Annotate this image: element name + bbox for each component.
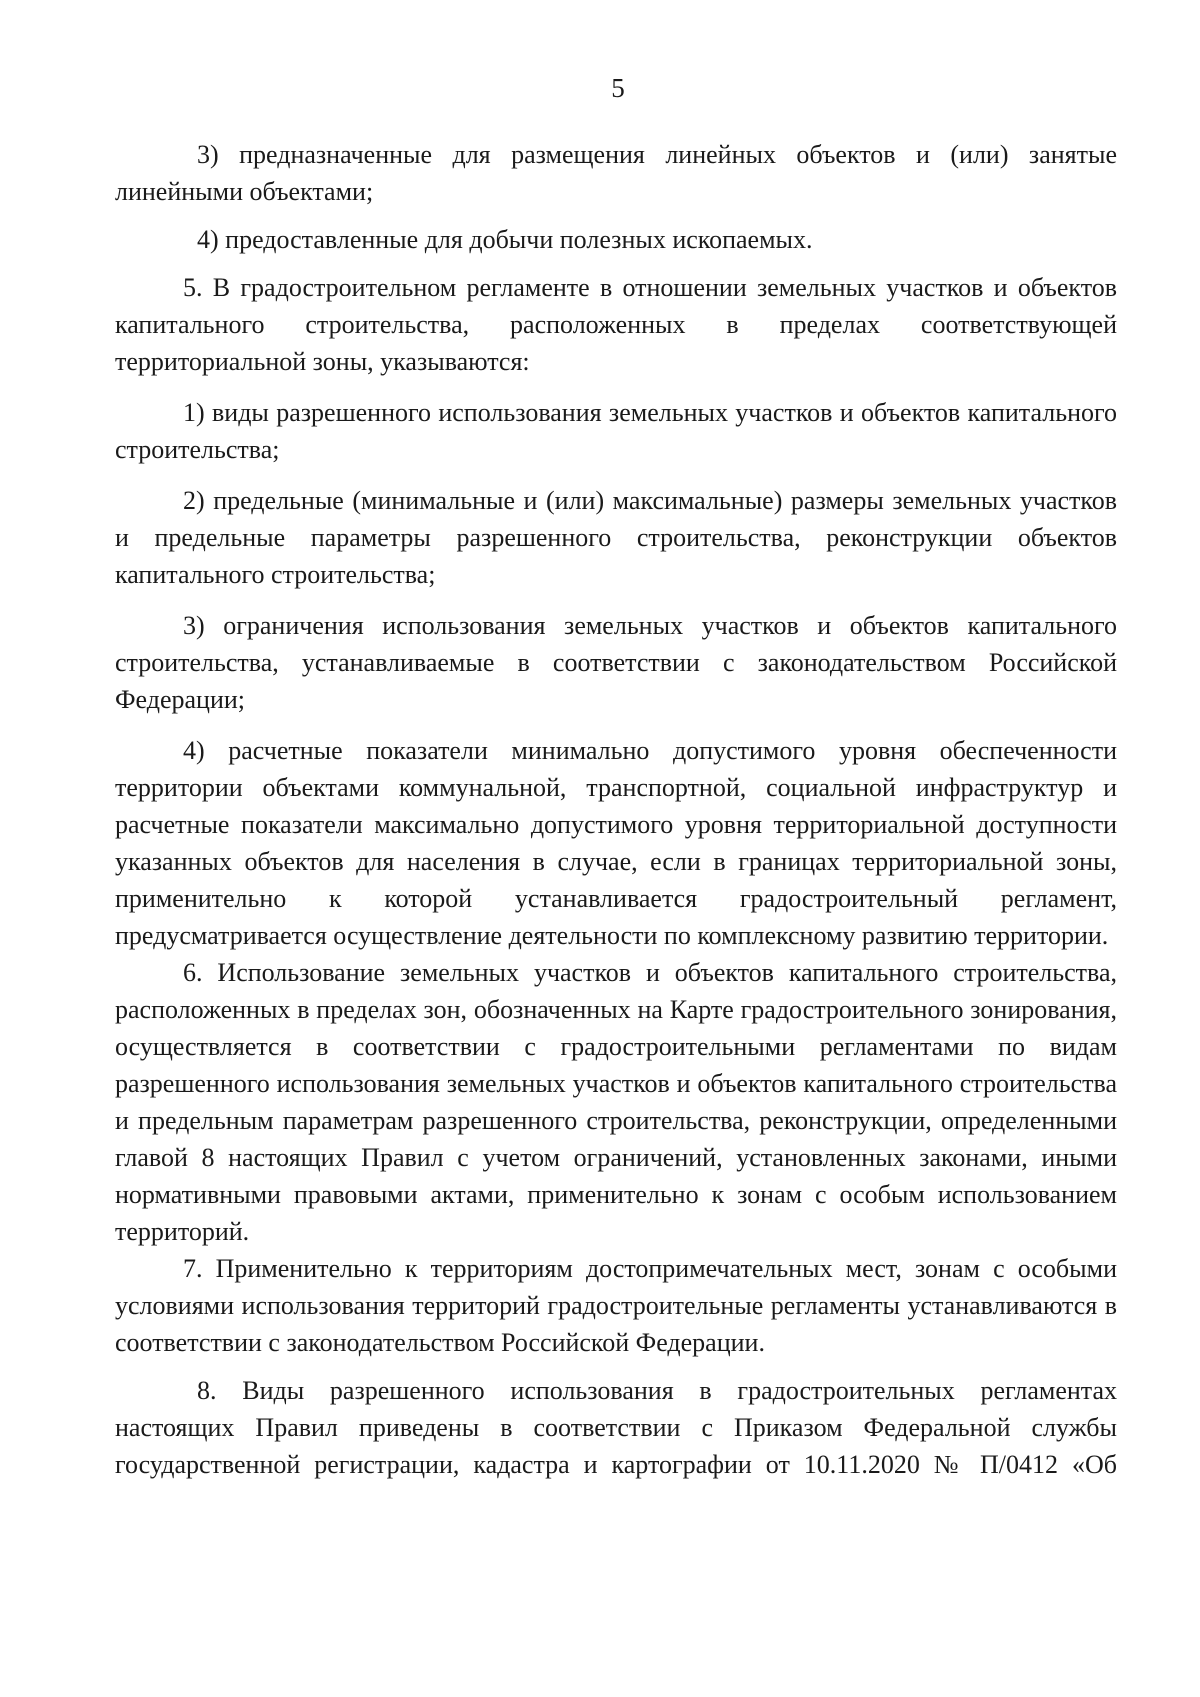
page-number: 5 bbox=[611, 73, 625, 103]
paragraph-5-regulation-contents: 5. В градостроительном регламенте в отношении земельных участков и объектов капитального строительства, расположенных в пределах соответствующей территориальной зоны, указываются: bbox=[115, 273, 1117, 376]
paragraph-item-3-linear-objects: 3) предназначенные для размещения линейных объектов и (или) занятые линейными объектами; bbox=[115, 140, 1117, 206]
document-text-body bbox=[115, 136, 1117, 1483]
paragraph-item-4-calculated-indicators: 4) расчетные показатели минимально допустимого уровня обеспеченности территории объектами коммунальной, транспортной, социальной инфраструктур и расчетные показатели максимально допустимого уровня территориальной доступности указанных объектов для населения в случае, если в границах территориальной зоны, применительно к которой устанавливается градостроительный регламент, предусматривается осуществление деятельности по комплексному развитию территории. bbox=[115, 736, 1117, 950]
paragraph-item-3-restrictions: 3) ограничения использования земельных участков и объектов капитального строительства, устанавливаемые в соответствии с законодательством Российской Федерации; bbox=[115, 611, 1117, 714]
paragraph-8-permitted-use-types: 8. Виды разрешенного использования в градостроительных регламентах настоящих Правил приведены в соответствии с Приказом Федеральной службы государственной регистрации, кадастра и картографии от 10.11.2020 № П/0412 «Об bbox=[115, 1376, 1117, 1479]
paragraph-item-4-mineral-extraction: 4) предоставленные для добычи полезных ископаемых. bbox=[197, 225, 813, 254]
paragraph-item-1-permitted-use: 1) виды разрешенного использования земельных участков и объектов капитального строительства; bbox=[115, 398, 1117, 464]
paragraph-6-land-use: 6. Использование земельных участков и объектов капитального строительства, расположенных в пределах зон, обозначенных на Карте градостроительного зонирования, осуществляется в соответствии с градостроительными регламентами по видам разрешенного использования земельных участков и объектов капитального строительства и предельным параметрам разрешенного строительства, реконструкции, определенными главой 8 настоящих Правил с учетом ограничений, установленных законами, иными нормативными правовыми актами, применительно к зонам с особым использованием территорий. bbox=[115, 958, 1117, 1246]
paragraph-7-landmark-territories: 7. Применительно к территориям достопримечательных мест, зонам с особыми условиями использования территорий градостроительные регламенты устанавливаются в соответствии с законодательством Российской Федерации. bbox=[115, 1254, 1117, 1357]
paragraph-item-2-limit-sizes: 2) предельные (минимальные и (или) максимальные) размеры земельных участков и предельные параметры разрешенного строительства, реконструкции объектов капитального строительства; bbox=[115, 486, 1117, 589]
